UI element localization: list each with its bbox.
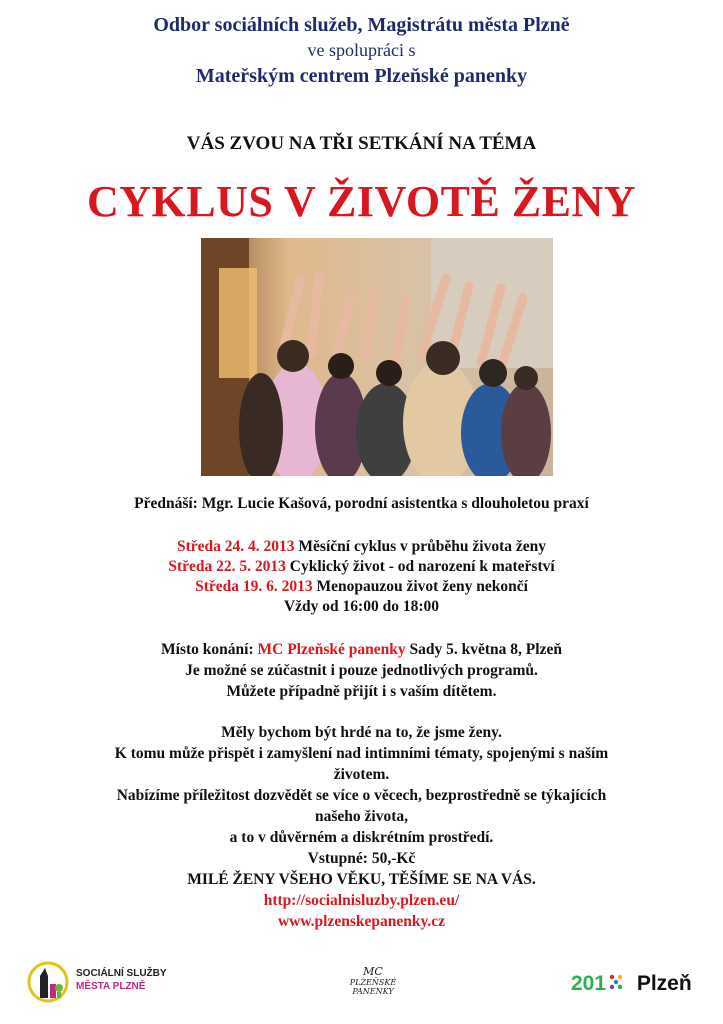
session-1-topic: Měsíční cyklus v průběhu života ženy	[294, 538, 546, 555]
logo3-number	[571, 972, 637, 995]
header-line-3: Mateřským centrem Plzeňské panenky	[195, 65, 528, 87]
link-socialnisluzby[interactable]: http://socialnisluzby.plzen.eu/	[263, 892, 460, 909]
session-3-date: Středa 19. 6. 2013	[195, 578, 313, 595]
page-title: CYKLUS V ŽIVOTĚ ŽENY	[86, 177, 637, 226]
session-2-topic: Cyklický život - od narození k mateřství	[285, 558, 555, 575]
paragraph-line-2: K tomu může přispět i zamyšlení nad intimními tématy, spojenými s naším	[114, 745, 609, 762]
logo3-city: Plzeň	[636, 972, 692, 995]
header-line-2: ve spolupráci s	[307, 40, 416, 60]
logo2-line-1: MC	[363, 965, 383, 978]
paragraph-line-5: našeho života,	[315, 808, 408, 825]
logo-socialni-sluzby	[26, 958, 176, 1008]
lecturer-line: Přednáší: Mgr. Lucie Kašová, porodní asistentka s dlouholetou praxí	[134, 495, 589, 512]
venue-name: MC Plzeňské panenky	[257, 641, 406, 658]
header-line-1: Odbor sociálních služeb, Magistrátu města Plzně	[153, 14, 570, 36]
logo-plzen-2015	[571, 971, 701, 1001]
logo2-line-2: PLZEŇSKÉ	[349, 978, 397, 987]
svg-text:201: 201	[571, 972, 607, 993]
venue-line	[0, 640, 723, 661]
paragraph-line-3: životem.	[333, 766, 390, 783]
plzen-2015-mark-icon	[571, 971, 631, 993]
session-3-topic: Menopauzou život ženy nekončí	[312, 578, 528, 595]
invite-line: VÁS ZVOU NA TŘI SETKÁNÍ NA TÉMA	[186, 133, 537, 154]
venue-address: Sady 5. května 8, Plzeň	[405, 641, 562, 658]
group-photo	[201, 238, 553, 476]
paragraph-line-6: a to v důvěrném a diskrétním prostředí.	[229, 829, 494, 846]
note-2: Můžete případně přijít i s vaším dítětem.	[226, 683, 497, 700]
session-1	[0, 537, 723, 558]
logo1-line-1: SOCIÁLNÍ SLUŽBY	[76, 968, 167, 979]
session-3	[0, 577, 723, 598]
closing-line: MILÉ ŽENY VŠEHO VĚKU, TĚŠÍME SE NA VÁS.	[187, 871, 536, 888]
fee-line: Vstupné: 50,-Kč	[307, 850, 416, 867]
note-1: Je možné se zúčastnit i pouze jednotlivých programů.	[185, 662, 538, 679]
session-1-date: Středa 24. 4. 2013	[177, 538, 295, 555]
session-time: Vždy od 16:00 do 18:00	[283, 598, 439, 615]
paragraph-line-4: Nabízíme příležitost dozvědět se více o věcech, bezprostředně se týkajících	[116, 787, 607, 804]
paragraph-line-1: Měly bychom být hrdé na to, že jsme ženy.	[221, 724, 502, 741]
venue-prefix: Místo konání:	[161, 641, 258, 658]
socialni-sluzby-emblem-icon	[26, 958, 70, 1006]
logo1-line-2: MĚSTA PLZNĚ	[76, 981, 146, 992]
logo2-line-3: PANENKY	[352, 987, 394, 996]
logo-mc-plzenske-panenky	[333, 966, 413, 1006]
session-2	[0, 557, 723, 578]
link-plzenskepanenky[interactable]: www.plzenskepanenky.cz	[277, 913, 446, 930]
session-2-date: Středa 22. 5. 2013	[168, 558, 286, 575]
